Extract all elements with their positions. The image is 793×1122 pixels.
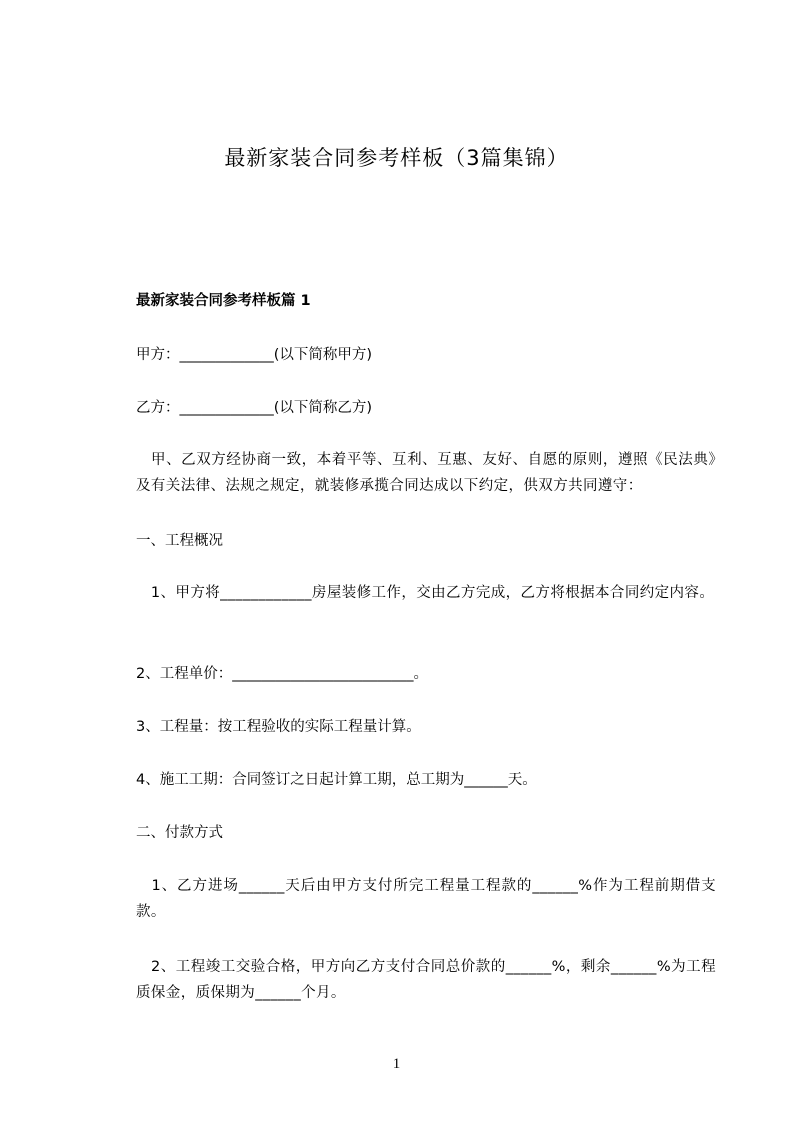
section-heading: 最新家装合同参考样板篇 1 [136, 293, 311, 309]
clause-2-2: 2、工程竣工交验合格，甲方向乙方支付合同总价款的______%，剩余______%为工程质保金，质保期为______个月。 [136, 959, 716, 1001]
party-a-line: 甲方：_____________(以下简称甲方) [136, 347, 373, 363]
section-2-heading: 二、付款方式 [136, 825, 223, 841]
clause-1-4: 4、施工工期：合同签订之日起计算工期，总工期为______天。 [136, 772, 537, 788]
preamble-paragraph: 甲、乙双方经协商一致，本着平等、互利、互惠、友好、自愿的原则，遵照《民法典》及有关法律、法规之规定，就装修承揽合同达成以下约定，供双方共同遵守： [136, 452, 716, 494]
clause-1-2: 2、工程单价：_________________________。 [136, 666, 428, 682]
clause-1-3: 3、工程量：按工程验收的实际工程量计算。 [136, 719, 421, 735]
clause-1-1: 1、甲方将____________房屋装修工作，交由乙方完成，乙方将根据本合同约定内容。 [136, 585, 715, 601]
page-number: 1 [392, 1056, 401, 1072]
document-title: 最新家装合同参考样板（3篇集锦） [224, 146, 569, 170]
party-b-line: 乙方：_____________(以下简称乙方) [136, 400, 373, 416]
section-1-heading: 一、工程概况 [136, 533, 223, 549]
clause-2-1: 1、乙方进场______天后由甲方支付所完工程量工程款的______%作为工程前期借支款。 [136, 878, 716, 920]
